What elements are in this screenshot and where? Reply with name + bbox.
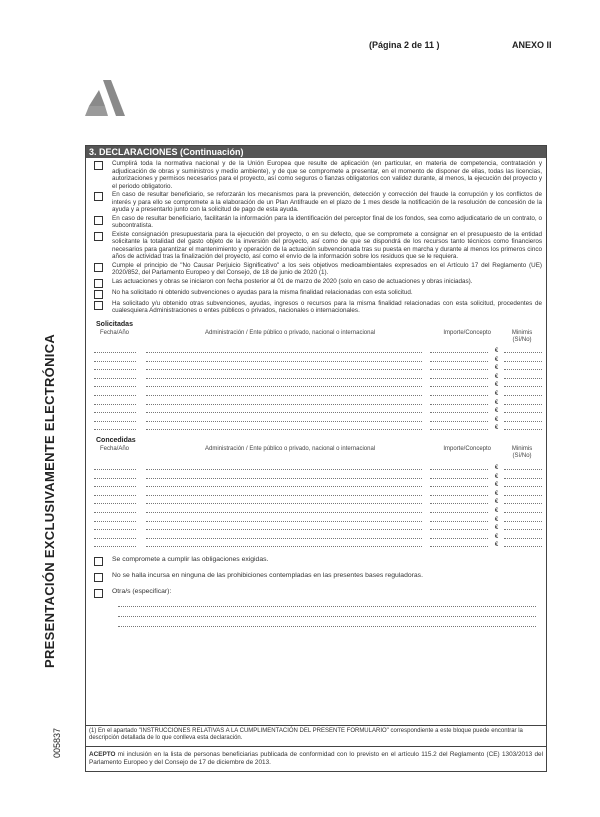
commitment-text: Otra/s (especificar): — [112, 588, 172, 596]
fecha-field[interactable] — [94, 503, 136, 504]
fecha-field[interactable] — [94, 469, 136, 470]
table-row — [90, 488, 542, 497]
administracion-field[interactable] — [146, 429, 423, 430]
fecha-field[interactable] — [94, 495, 136, 496]
minimis-field[interactable] — [504, 521, 542, 522]
checkbox[interactable] — [94, 557, 103, 566]
fecha-field[interactable] — [94, 421, 136, 422]
minimis-field[interactable] — [504, 486, 542, 487]
declarations-section — [85, 145, 547, 772]
declaration-text: Las actuaciones y obras se iniciaron con fecha posterior al 01 de marzo de 2020 (solo en caso de actuaciones y obras iniciadas). — [112, 277, 473, 285]
fecha-field[interactable] — [94, 395, 136, 396]
minimis-field[interactable] — [504, 429, 542, 430]
table-row — [90, 397, 542, 406]
minimis-field[interactable] — [504, 529, 542, 530]
col-administracion: Administración / Ente público o privado, nacional o internacional — [205, 446, 376, 453]
solicitadas-title: Solicitadas — [96, 320, 133, 328]
importe-field[interactable] — [430, 503, 488, 504]
declaration-item — [90, 215, 542, 230]
administracion-field[interactable] — [146, 404, 423, 405]
table-row — [90, 380, 542, 389]
importe-field[interactable] — [430, 469, 488, 470]
acepto-label: ACEPTO — [89, 751, 116, 758]
minimis-field[interactable] — [504, 395, 542, 396]
footer-block — [85, 725, 547, 766]
declaration-text: Cumple el principio de "No Causar Perjuicio Significativo" a los seis objetivos medioambientales expresados en el Artículo 17 del Reglamento (UE) 2020/852, del Parlamento Europeo y del Consejo, de 18 de junio de 2020 (1). — [112, 261, 542, 276]
administracion-field[interactable] — [146, 546, 423, 547]
administracion-field[interactable] — [146, 352, 423, 353]
table-row — [90, 371, 542, 380]
minimis-field[interactable] — [504, 352, 542, 353]
commitment-item — [90, 572, 542, 582]
administracion-field[interactable] — [146, 395, 423, 396]
minimis-field[interactable] — [504, 369, 542, 370]
declaration-text: Cumplirá toda la normativa nacional y de la Unión Europea que resulte de aplicación (en particular, en materia de competencia, contratación y adjudicación de obras y suministros y medio ambiente), y de que se compromete a presentar, en el momento de disponer de ellas, todas las licencias, autorizaciones y permisos necesarios para el proyecto, así como seguros o fianzas obligatorios con validez durante, al menos, la ejecución del proyecto y el periodo obligatorio. — [112, 160, 542, 190]
col-minimis: Minimis (Sí/No) — [511, 446, 533, 460]
checkbox[interactable] — [94, 263, 103, 272]
euro-symbol: € — [494, 391, 499, 398]
table-row — [90, 480, 542, 489]
declaration-text: Existe consignación presupuestaria para la ejecución del proyecto, o en su defecto, que se compromete a consignar en el presupuesto de la entidad solicitante la totalidad del gasto objeto de la inversión del proyecto, así como de que se dispondrá de los recursos tanto técnicos como financieros necesarios para garantizar el mantenimiento y operación de la actuación subvencionada tras su puesta en marcha y durante al menos los primeros cinco años de actividad tras la finalización del proyecto, así como el envío de la información sobre los residuos que se le requiera. — [112, 230, 542, 260]
checkbox[interactable] — [94, 279, 103, 288]
commitment-text: Se compromete a cumplir las obligaciones exigidas. — [112, 556, 269, 564]
page-indicator: (Página 2 de 11 ) — [369, 40, 440, 50]
euro-symbol: € — [494, 490, 499, 497]
minimis-field[interactable] — [504, 412, 542, 413]
euro-symbol: € — [494, 473, 499, 480]
declaration-text: No ha solicitado ni obtenido subvenciones o ayudas para la misma finalidad relacionadas con esta solicitud. — [112, 288, 413, 296]
administracion-field[interactable] — [146, 421, 423, 422]
checkbox[interactable] — [94, 192, 103, 201]
checkbox[interactable] — [94, 232, 103, 241]
fecha-field[interactable] — [94, 478, 136, 479]
fecha-field[interactable] — [94, 429, 136, 430]
administracion-field[interactable] — [146, 369, 423, 370]
col-importe: Importe/Concepto — [443, 446, 492, 453]
euro-symbol: € — [494, 516, 499, 523]
checkbox[interactable] — [94, 216, 103, 225]
declaration-text: En caso de resultar beneficiario, facilitarán la información para la identificación del perceptor final de los fondos, sea como adjudicatario de un contrato, o subcontratista. — [112, 214, 542, 229]
fecha-field[interactable] — [94, 538, 136, 539]
minimis-field[interactable] — [504, 378, 542, 379]
commitment-text: No se halla incursa en ninguna de las prohibiciones contempladas en las presentes bases reguladoras. — [112, 572, 423, 580]
declaration-text: Ha solicitado y/u obtenido otras subvenciones, ayudas, ingresos o recursos para la misma finalidad relacionadas con esta solicitud, procedentes de cualesquiera Administraciones o entes públicos o privados, nacionales o internacionales. — [112, 299, 542, 314]
declaration-item — [90, 300, 542, 315]
fecha-field[interactable] — [94, 404, 136, 405]
table-row — [90, 354, 542, 363]
importe-field[interactable] — [430, 429, 488, 430]
annex-label: ANEXO II — [512, 40, 552, 50]
table-row — [90, 505, 542, 514]
fecha-field[interactable] — [94, 386, 136, 387]
checkbox[interactable] — [94, 161, 103, 170]
euro-symbol: € — [494, 525, 499, 532]
minimis-field[interactable] — [504, 478, 542, 479]
importe-field[interactable] — [430, 404, 488, 405]
fecha-field[interactable] — [94, 361, 136, 362]
minimis-field[interactable] — [504, 386, 542, 387]
table-row — [90, 414, 542, 423]
importe-field[interactable] — [430, 512, 488, 513]
commitment-item — [90, 588, 542, 598]
euro-symbol: € — [494, 382, 499, 389]
side-label: PRESENTACIÓN EXCLUSIVAMENTE ELECTRÓNICA — [42, 333, 57, 668]
administracion-field[interactable] — [146, 478, 423, 479]
declaration-item — [90, 160, 542, 190]
fecha-field[interactable] — [94, 521, 136, 522]
minimis-field[interactable] — [504, 538, 542, 539]
table-row — [90, 406, 542, 415]
junta-logo-icon — [85, 80, 125, 116]
fecha-field[interactable] — [94, 529, 136, 530]
col-importe: Importe/Concepto — [443, 329, 492, 336]
checkbox[interactable] — [94, 573, 103, 582]
importe-field[interactable] — [430, 486, 488, 487]
administracion-field[interactable] — [146, 361, 423, 362]
euro-symbol: € — [494, 399, 499, 406]
euro-symbol: € — [494, 508, 499, 514]
table-row — [90, 471, 542, 480]
importe-field[interactable] — [430, 369, 488, 370]
table-row — [90, 462, 542, 471]
otras-input-line[interactable] — [118, 606, 536, 607]
fecha-field[interactable] — [94, 546, 136, 547]
importe-field[interactable] — [430, 361, 488, 362]
minimis-field[interactable] — [504, 495, 542, 496]
importe-field[interactable] — [430, 538, 488, 539]
importe-field[interactable] — [430, 352, 488, 353]
table-row — [90, 388, 542, 397]
solicitadas-rows — [90, 346, 542, 432]
euro-symbol: € — [494, 425, 499, 432]
importe-field[interactable] — [430, 495, 488, 496]
checkbox[interactable] — [94, 301, 103, 310]
importe-field[interactable] — [430, 412, 488, 413]
administracion-field[interactable] — [146, 386, 423, 387]
administracion-field[interactable] — [146, 378, 423, 379]
table-row — [90, 523, 542, 532]
euro-symbol: € — [494, 356, 499, 363]
declaration-item — [90, 191, 542, 214]
fecha-field[interactable] — [94, 369, 136, 370]
administracion-field[interactable] — [146, 486, 423, 487]
table-row — [90, 514, 542, 523]
declaration-item — [90, 278, 542, 288]
euro-symbol: € — [494, 373, 499, 380]
col-fecha: Fecha/Año — [100, 329, 130, 336]
checkbox[interactable] — [94, 290, 103, 299]
commitment-item — [90, 556, 542, 566]
euro-symbol: € — [494, 482, 499, 489]
concedidas-rows — [90, 462, 542, 548]
declaration-text: En caso de resultar beneficiario, se reforzarán los mecanismos para la prevención, detección y corrección del fraude la corrupción y los conflictos de interés y para ello se compromete a la elaboración de un Plan Antifraude en el plazo de 1 mes desde la notificación de la resolución de concesión de la ayuda y a presentarlo junto con la solicitud de pago de esta ayuda. — [112, 191, 542, 213]
importe-field[interactable] — [430, 395, 488, 396]
otras-input-line[interactable] — [118, 626, 536, 627]
table-row — [90, 540, 542, 549]
footnote: (1) En el apartado "INSTRUCCIONES RELATIVAS A LA CUMPLIMENTACIÓN DEL PRESENTE FORMULARIO" correspondiente a este bloque puede encontrar la descripción detallada de lo que conlleva esta declaración. — [85, 725, 547, 742]
importe-field[interactable] — [430, 378, 488, 379]
minimis-field[interactable] — [504, 546, 542, 547]
administracion-field[interactable] — [146, 412, 423, 413]
euro-symbol: € — [494, 416, 499, 423]
administracion-field[interactable] — [146, 469, 423, 470]
fecha-field[interactable] — [94, 512, 136, 513]
euro-symbol: € — [494, 348, 499, 355]
otras-input-line[interactable] — [118, 616, 536, 617]
minimis-field[interactable] — [504, 404, 542, 405]
importe-field[interactable] — [430, 521, 488, 522]
fecha-field[interactable] — [94, 378, 136, 379]
importe-field[interactable] — [430, 546, 488, 547]
checkbox[interactable] — [94, 589, 103, 598]
declaration-item — [90, 231, 542, 261]
solicitadas-header — [90, 330, 542, 346]
fecha-field[interactable] — [94, 352, 136, 353]
declaration-item — [90, 262, 542, 277]
table-row — [90, 531, 542, 540]
fecha-field[interactable] — [94, 486, 136, 487]
minimis-field[interactable] — [504, 361, 542, 362]
euro-symbol: € — [494, 499, 499, 506]
acepto-block — [85, 746, 547, 766]
concedidas-title: Concedidas — [96, 437, 136, 445]
administracion-field[interactable] — [146, 529, 423, 530]
euro-symbol: € — [494, 465, 499, 472]
importe-field[interactable] — [430, 386, 488, 387]
section-title: 3. DECLARACIONES (Continuación) — [86, 146, 546, 158]
euro-symbol: € — [494, 365, 499, 372]
col-administracion: Administración / Ente público o privado, nacional o internacional — [205, 329, 376, 336]
importe-field[interactable] — [430, 421, 488, 422]
table-row — [90, 346, 542, 355]
fecha-field[interactable] — [94, 412, 136, 413]
table-row — [90, 423, 542, 432]
euro-symbol: € — [494, 533, 499, 540]
col-minimis: Minimis (Sí/No) — [511, 329, 533, 343]
importe-field[interactable] — [430, 478, 488, 479]
acepto-text: mi inclusión en la lista de personas beneficiarias publicada de conformidad con lo previsto en el artículo 115.2 del Reglamento (CE) 1303/2013 del Parlamento Europeo y del Consejo de 17 de diciembre de 2013. — [89, 751, 543, 766]
minimis-field[interactable] — [504, 421, 542, 422]
importe-field[interactable] — [430, 529, 488, 530]
minimis-field[interactable] — [504, 512, 542, 513]
administracion-field[interactable] — [146, 495, 423, 496]
table-row — [90, 497, 542, 506]
col-fecha: Fecha/Año — [100, 446, 130, 453]
table-row — [90, 363, 542, 372]
administracion-field[interactable] — [146, 503, 423, 504]
administracion-field[interactable] — [146, 538, 423, 539]
administracion-field[interactable] — [146, 512, 423, 513]
form-code: 005837 — [52, 727, 62, 758]
minimis-field[interactable] — [504, 469, 542, 470]
concedidas-header — [90, 446, 542, 462]
administracion-field[interactable] — [146, 521, 423, 522]
euro-symbol: € — [494, 408, 499, 415]
minimis-field[interactable] — [504, 503, 542, 504]
euro-symbol: € — [494, 542, 499, 549]
declaration-item — [90, 289, 542, 299]
